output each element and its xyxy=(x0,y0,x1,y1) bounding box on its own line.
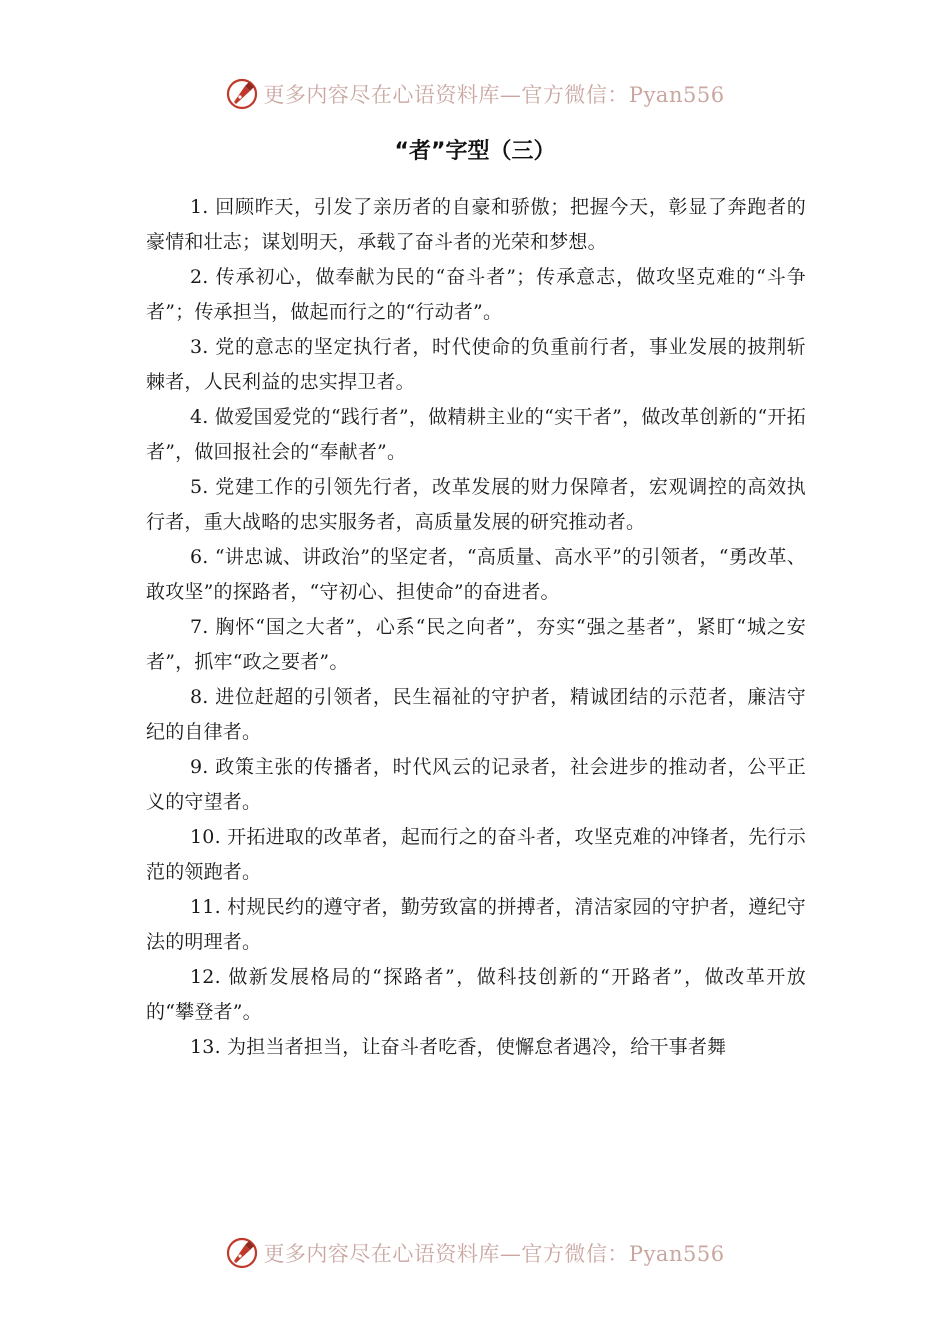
pen-nib-logo-icon xyxy=(225,1236,259,1270)
document-body xyxy=(146,190,806,1065)
list-item: 3. 党的意志的坚定执行者，时代使命的负重前行者，事业发展的披荆斩棘者，人民利益的忠实捍卫者。 xyxy=(146,336,806,393)
list-item: 5. 党建工作的引领先行者，改革发展的财力保障者，宏观调控的高效执行者，重大战略的忠实服务者，高质量发展的研究推动者。 xyxy=(146,476,806,533)
footer-banner xyxy=(0,1233,950,1273)
list-item: 7. 胸怀“国之大者”，心系“民之向者”，夯实“强之基者”，紧盯“城之安者”，抓牢“政之要者”。 xyxy=(146,616,806,673)
list-item: 10. 开拓进取的改革者，起而行之的奋斗者，攻坚克难的冲锋者，先行示范的领跑者。 xyxy=(146,826,806,883)
list-item: 9. 政策主张的传播者，时代风云的记录者，社会进步的推动者，公平正义的守望者。 xyxy=(146,756,806,813)
header-banner xyxy=(0,74,950,114)
list-item: 13. 为担当者担当，让奋斗者吃香，使懈怠者遇冷，给干事者舞 xyxy=(190,1036,727,1058)
page-title: “者”字型（三） xyxy=(394,139,556,164)
list-item: 6. “讲忠诚、讲政治”的坚定者，“高质量、高水平”的引领者，“勇改革、敢攻坚”的探路者，“守初心、担使命”的奋进者。 xyxy=(146,546,806,603)
list-item: 11. 村规民约的遵守者，勤劳致富的拼搏者，清洁家园的守护者，遵纪守法的明理者。 xyxy=(146,896,806,953)
banner-text: 更多内容尽在心语资料库—官方微信：Pyan556 xyxy=(263,83,725,107)
banner-text: 更多内容尽在心语资料库—官方微信：Pyan556 xyxy=(263,1242,725,1266)
list-item: 2. 传承初心，做奉献为民的“奋斗者”；传承意志，做攻坚克难的“斗争者”；传承担当，做起而行之的“行动者”。 xyxy=(146,266,806,323)
pen-nib-logo-icon xyxy=(225,77,259,111)
list-item: 8. 进位赶超的引领者，民生福祉的守护者，精诚团结的示范者，廉洁守纪的自律者。 xyxy=(146,686,806,743)
list-item: 4. 做爱国爱党的“践行者”，做精耕主业的“实干者”，做改革创新的“开拓者”，做回报社会的“奉献者”。 xyxy=(146,406,806,463)
list-item: 12. 做新发展格局的“探路者”，做科技创新的“开路者”，做改革开放的“攀登者”。 xyxy=(146,966,806,1023)
list-item: 1. 回顾昨天，引发了亲历者的自豪和骄傲；把握今天，彰显了奔跑者的豪情和壮志；谋划明天，承载了奋斗者的光荣和梦想。 xyxy=(146,196,806,253)
